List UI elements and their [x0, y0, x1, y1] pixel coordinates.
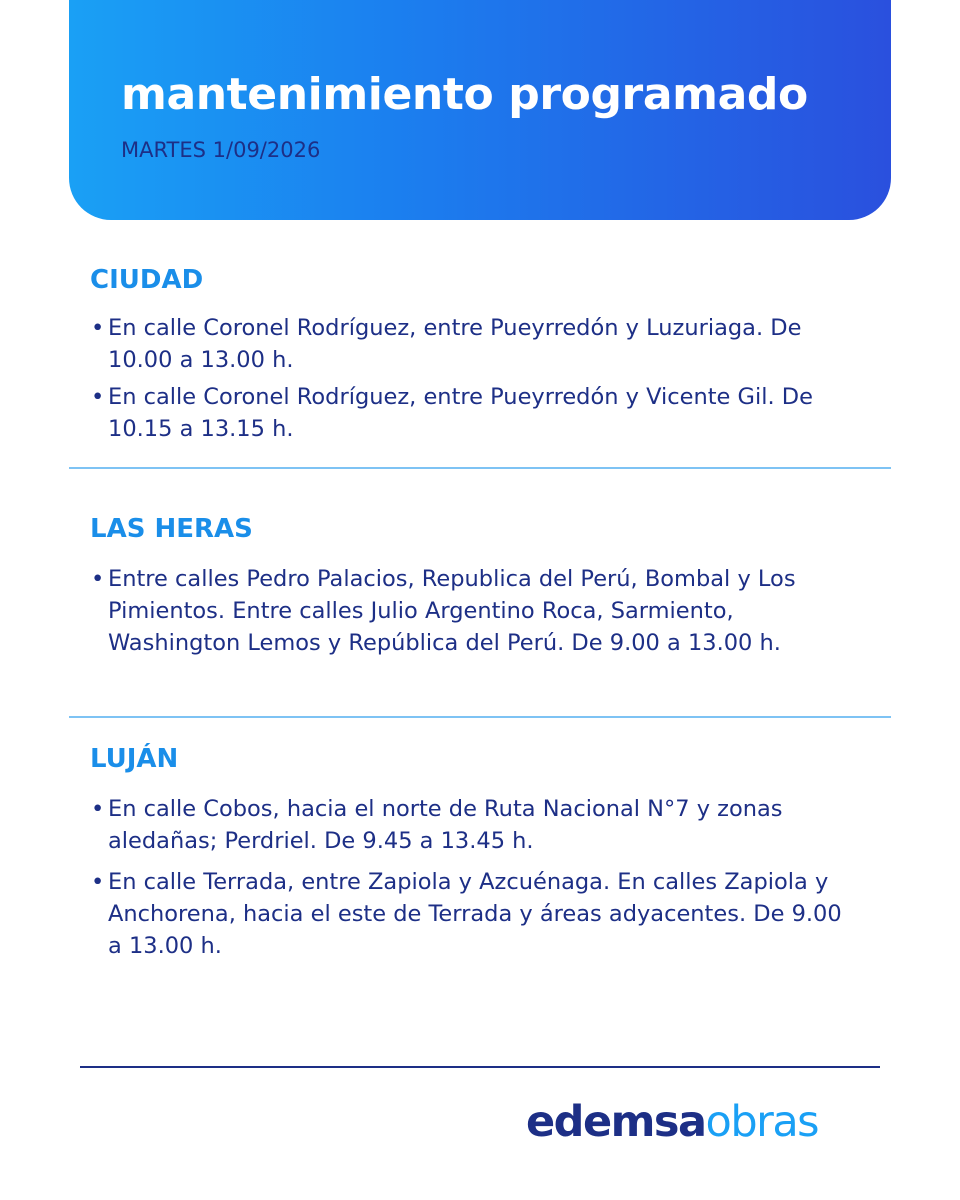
list-item-text: En calle Coronel Rodríguez, entre Pueyrredón y Vicente Gil. De 10.15 a 13.15 h.	[108, 384, 813, 442]
logo-main-text: edemsa	[526, 1097, 706, 1147]
header-banner	[69, 0, 891, 220]
list-item	[91, 793, 848, 857]
logo-sub-text: obras	[705, 1097, 819, 1147]
list-item-text: En calle Terrada, entre Zapiola y Azcuénaga. En calles Zapiola y Anchorena, hacia el este de Terrada y áreas adyacentes. De 9.00 a 13.00 h.	[108, 869, 842, 959]
bullet-icon: •	[91, 869, 105, 895]
list-item	[91, 563, 848, 659]
page-title: mantenimiento programado	[121, 69, 808, 120]
list-item-text: En calle Coronel Rodríguez, entre Pueyrredón y Luzuriaga. De 10.00 a 13.00 h.	[108, 315, 802, 373]
bullet-icon: •	[91, 315, 105, 341]
page-date: MARTES 1/09/2026	[121, 138, 321, 162]
list-item	[91, 312, 848, 376]
section-title-ciudad: CIUDAD	[90, 265, 204, 295]
bullet-icon: •	[91, 796, 105, 822]
bullet-icon: •	[91, 566, 105, 592]
bullet-icon: •	[91, 384, 105, 410]
edemsa-obras-logo	[526, 1096, 818, 1148]
section-divider	[69, 716, 891, 718]
list-item-text: En calle Cobos, hacia el norte de Ruta Nacional N°7 y zonas aledañas; Perdriel. De 9.45 a 13.45 h.	[108, 796, 783, 854]
footer-divider	[80, 1066, 880, 1068]
section-title-lujan: LUJÁN	[90, 744, 179, 774]
section-divider	[69, 467, 891, 469]
section-title-las-heras: LAS HERAS	[90, 514, 253, 544]
list-item-text: Entre calles Pedro Palacios, Republica del Perú, Bombal y Los Pimientos. Entre calles Julio Argentino Roca, Sarmiento, Washington Lemos y República del Perú. De 9.00 a 13.00 h.	[108, 566, 796, 656]
list-item	[91, 866, 848, 962]
list-item	[91, 381, 848, 445]
